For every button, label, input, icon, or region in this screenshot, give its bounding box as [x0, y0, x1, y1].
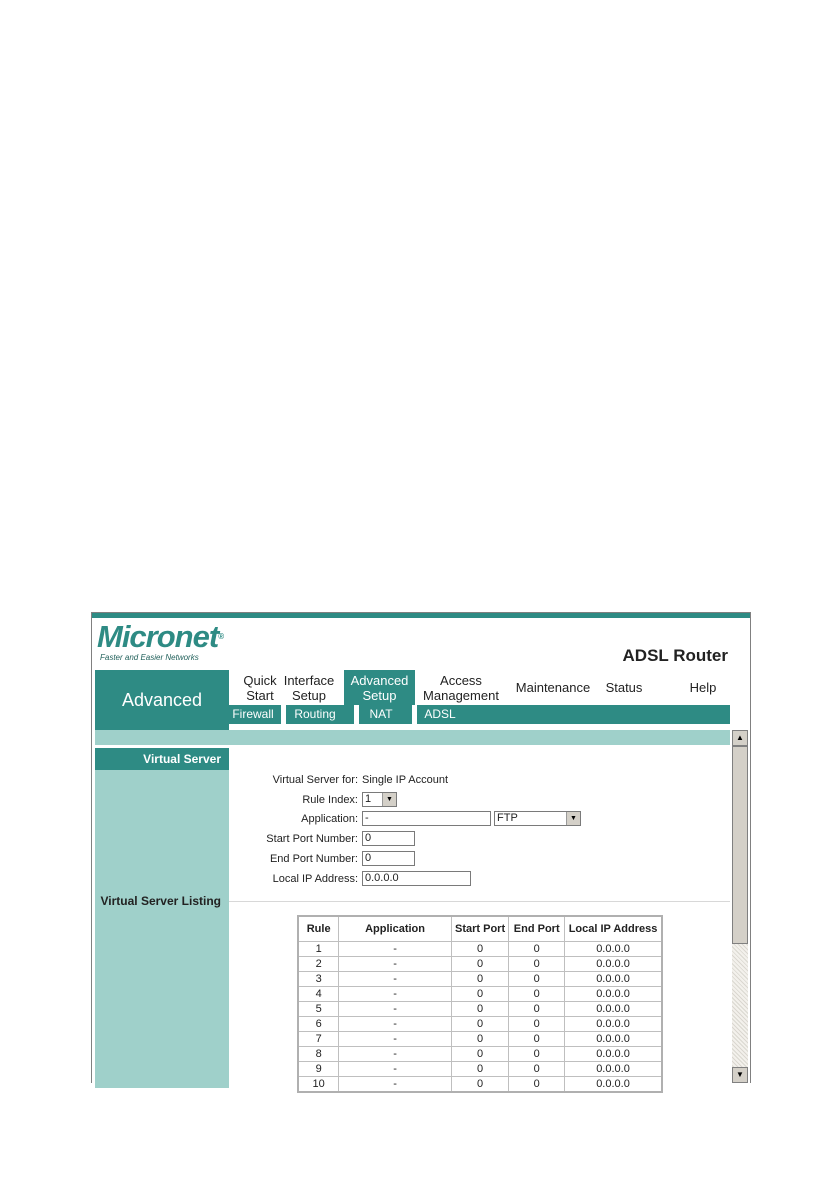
col-local-ip: Local IP Address [565, 916, 662, 942]
table-cell: 0 [509, 972, 565, 987]
table-cell: 0 [509, 1077, 565, 1093]
table-cell: 0 [451, 1077, 509, 1093]
table-cell: 0.0.0.0 [565, 957, 662, 972]
table-cell: - [339, 1032, 451, 1047]
table-cell: 2 [298, 957, 339, 972]
table-cell: - [339, 942, 451, 957]
table-cell: 0.0.0.0 [565, 1077, 662, 1093]
table-cell: 0 [509, 1047, 565, 1062]
table-cell: 5 [298, 1002, 339, 1017]
table-row [298, 957, 662, 972]
table-cell: 0 [451, 942, 509, 957]
table-cell: 9 [298, 1062, 339, 1077]
table-cell: - [339, 1077, 451, 1093]
sidebar-heading: Virtual Server [95, 748, 229, 770]
table-row [298, 1032, 662, 1047]
sub-nav [229, 705, 730, 724]
value-virtual-server-for: Single IP Account [362, 774, 449, 786]
table-cell: 0 [451, 1002, 509, 1017]
table-cell: 0.0.0.0 [565, 1002, 662, 1017]
table-cell: 0.0.0.0 [565, 1032, 662, 1047]
table-cell: 0.0.0.0 [565, 972, 662, 987]
virtual-server-form [229, 748, 730, 908]
table-cell: 0.0.0.0 [565, 1017, 662, 1032]
table-row [298, 1047, 662, 1062]
table-cell: 0 [509, 1062, 565, 1077]
table-cell: - [339, 1047, 451, 1062]
end-port-input[interactable]: 0 [362, 851, 415, 866]
subnav-nat[interactable]: NAT [369, 707, 393, 721]
chevron-down-icon: ▼ [566, 812, 580, 825]
subnav-separator [412, 705, 417, 724]
chevron-down-icon: ▼ [382, 793, 396, 806]
table-cell: - [339, 1017, 451, 1032]
nav-access-management[interactable]: Access Management [423, 672, 499, 703]
vertical-scrollbar[interactable] [732, 730, 748, 1083]
table-row [298, 1002, 662, 1017]
router-web-ui-screenshot [91, 612, 751, 1090]
brand-tagline: Faster and Easier Networks [100, 653, 199, 662]
table-cell: 0 [451, 987, 509, 1002]
table-cell: - [339, 957, 451, 972]
table-cell: 0 [509, 957, 565, 972]
sidebar-listing-label: Virtual Server Listing [100, 894, 221, 908]
product-title: ADSL Router [622, 646, 728, 665]
nav-status[interactable]: Status [605, 680, 643, 695]
label-virtual-server-for: Virtual Server for: [272, 774, 358, 786]
label-rule-index: Rule Index: [302, 794, 358, 806]
section-divider [229, 901, 730, 902]
table-cell: 0.0.0.0 [565, 1062, 662, 1077]
arrow-up-icon: ▲ [736, 733, 744, 742]
subnav-firewall[interactable]: Firewall [232, 707, 274, 721]
top-accent-line [92, 613, 750, 618]
scroll-up-button[interactable] [732, 730, 748, 746]
subnav-separator [281, 705, 286, 724]
table-cell: 0.0.0.0 [565, 987, 662, 1002]
nav-help[interactable]: Help [689, 680, 717, 695]
col-start-port: Start Port [451, 916, 509, 942]
table-cell: - [339, 1002, 451, 1017]
table-cell: 7 [298, 1032, 339, 1047]
table-cell: 3 [298, 972, 339, 987]
table-row [298, 1062, 662, 1077]
scroll-down-button[interactable] [732, 1067, 748, 1083]
table-cell: 0 [509, 1002, 565, 1017]
table-row [298, 1077, 662, 1093]
local-ip-input[interactable]: 0.0.0.0 [362, 871, 471, 886]
table-cell: 0.0.0.0 [565, 1047, 662, 1062]
table-header-row [298, 916, 662, 942]
table-cell: - [339, 972, 451, 987]
micronet-logo: Micronet® Faster and Easier Networks [97, 621, 247, 665]
table-cell: 0 [509, 1032, 565, 1047]
label-end-port: End Port Number: [269, 853, 358, 865]
table-cell: 0 [451, 1017, 509, 1032]
rule-index-select[interactable]: 1 ▼ [362, 792, 397, 807]
section-title: Advanced [95, 670, 229, 730]
nav-quick-start[interactable]: Quick Start [243, 672, 277, 703]
table-cell: - [339, 987, 451, 1002]
arrow-down-icon: ▼ [736, 1070, 744, 1079]
col-end-port: End Port [509, 916, 565, 942]
table-cell: 10 [298, 1077, 339, 1093]
table-row [298, 972, 662, 987]
label-start-port: Start Port Number: [266, 833, 358, 845]
table-cell: 0 [451, 1047, 509, 1062]
col-rule: Rule [298, 916, 339, 942]
table-cell: 0 [451, 1032, 509, 1047]
col-application: Application [339, 916, 451, 942]
main-nav [229, 670, 730, 705]
label-local-ip: Local IP Address: [272, 873, 358, 885]
table-cell: 0 [451, 1062, 509, 1077]
table-cell: 1 [298, 942, 339, 957]
table-row [298, 942, 662, 957]
subnav-adsl[interactable]: ADSL [424, 707, 456, 721]
table-cell: 0 [451, 972, 509, 987]
table-cell: 0 [509, 987, 565, 1002]
subnav-separator [354, 705, 359, 724]
subnav-routing[interactable]: Routing [294, 707, 336, 721]
table-cell: 6 [298, 1017, 339, 1032]
application-preset-select[interactable]: FTP ▼ [494, 811, 581, 826]
table-cell: 0 [451, 957, 509, 972]
table-cell: 0 [509, 1017, 565, 1032]
table-cell: 8 [298, 1047, 339, 1062]
nav-maintenance[interactable]: Maintenance [515, 680, 591, 695]
table-cell: 0 [509, 942, 565, 957]
nav-advanced-setup[interactable]: Advanced Setup [344, 670, 415, 705]
nav-interface-setup[interactable]: Interface Setup [283, 672, 335, 703]
table-cell: - [339, 1062, 451, 1077]
table-row [298, 1017, 662, 1032]
virtual-server-table [297, 915, 663, 1093]
scroll-thumb[interactable] [732, 746, 748, 944]
table-row [298, 987, 662, 1002]
sidebar [95, 748, 229, 1088]
label-application: Application: [301, 813, 358, 825]
content-header-bar [95, 730, 730, 745]
table-cell: 4 [298, 987, 339, 1002]
table-cell: 0.0.0.0 [565, 942, 662, 957]
start-port-input[interactable]: 0 [362, 831, 415, 846]
application-input[interactable]: - [362, 811, 491, 826]
